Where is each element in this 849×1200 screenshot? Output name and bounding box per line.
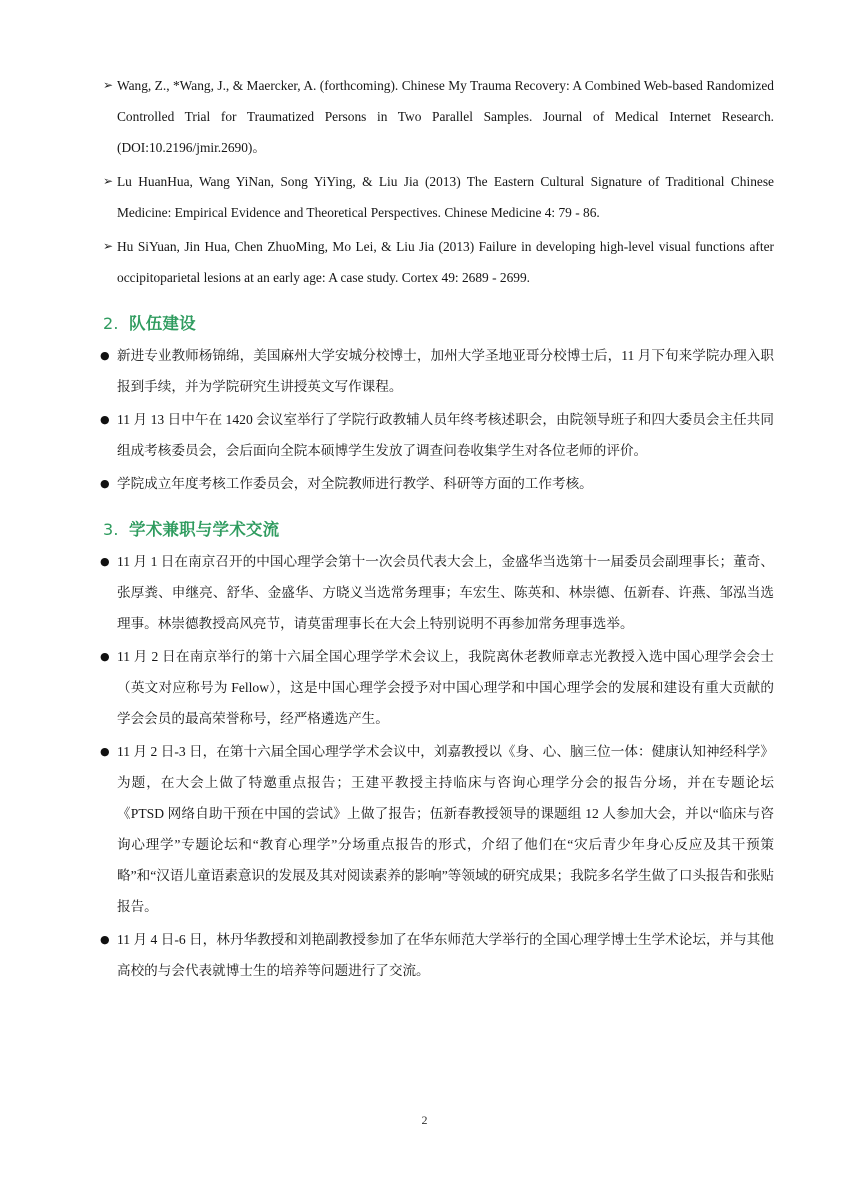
section-heading-2 (74, 310, 774, 334)
reference-text: Lu HuanHua, Wang YiNan, Song YiYing, & Liu Jia (2013) The Eastern Cultural Signature of Traditional Chinese Medicine: Empirical Evidence and Theoretical Perspectives. Chinese Medicine 4: 79 - 86. (117, 174, 774, 220)
list-item (74, 231, 774, 293)
list-item (74, 924, 774, 986)
bullet-text: 11 月 2 日-3 日，在第十六届全国心理学学术会议中，刘嘉教授以《身、心、脑三位一体：健康认知神经科学》为题，在大会上做了特邀重点报告；王建平教授主持临床与咨询心理学分会的报告分场，并在专题论坛《PTSD 网络自助干预在中国的尝试》上做了报告；伍新春教授领导的课题组 12 人参加大会，并以“临床与咨询心理学”专题论坛和“教育心理学”分场重点报告的形式，介绍了他们在“灾后青少年身心反应及其干预策略”和“汉语儿童语素意识的发展及其对阅读素养的影响”等领域的研究成果；我院多名学生做了口头报告和张贴报告。 (117, 744, 775, 914)
section-heading-3 (74, 516, 774, 540)
dot-bullet-icon: ● (100, 745, 110, 758)
section-number: 2. (103, 314, 119, 333)
bullet-text: 11 月 2 日在南京举行的第十六届全国心理学学术会议上，我院离休老教师章志光教授入选中国心理学会会士（英文对应称号为 Fellow），这是中国心理学会授予对中国心理学和中国心理学会的发展和建设有重大贡献的学会会员的最高荣誉称号，经严格遴选产生。 (117, 649, 774, 726)
reference-text: Wang, Z., *Wang, J., & Maercker, A. (forthcoming). Chinese My Trauma Recovery: A Combined Web-based Randomized Controlled Trial for Traumatized Persons in Two Parallel Samples. Journal of Medical Internet Research.(DOI:10.2196/jmir.2690)。 (117, 78, 774, 155)
page-content (74, 70, 774, 990)
arrow-bullet-icon: ➢ (103, 78, 114, 92)
section-title: 队伍建设 (129, 314, 196, 333)
list-item (74, 70, 774, 163)
bullet-text: 新进专业教师杨锦绵，美国麻州大学安城分校博士，加州大学圣地亚哥分校博士后，11 月下旬来学院办理入职报到手续，并为学院研究生讲授英文写作课程。 (117, 348, 774, 394)
section-3-bullets (74, 546, 774, 986)
arrow-bullet-icon: ➢ (103, 239, 114, 253)
list-item (74, 468, 774, 499)
dot-bullet-icon: ● (100, 477, 110, 490)
bullet-text: 11 月 4 日-6 日，林丹华教授和刘艳副教授参加了在华东师范大学举行的全国心理学博士生学术论坛，并与其他高校的与会代表就博士生的培养等问题进行了交流。 (117, 932, 774, 978)
list-item (74, 404, 774, 466)
reference-text: Hu SiYuan, Jin Hua, Chen ZhuoMing, Mo Lei, & Liu Jia (2013) Failure in developing high-level visual functions after occipitoparietal lesions at an early age: A case study. Cortex 49: 2689 - 2699. (117, 239, 774, 285)
page-number: 2 (421, 1113, 428, 1127)
bullet-text: 11 月 13 日中午在 1420 会议室举行了学院行政教辅人员年终考核述职会，由院领导班子和四大委员会主任共同组成考核委员会，会后面向全院本硕博学生发放了调查问卷收集学生对各位老师的评价。 (117, 412, 774, 458)
section-title: 学术兼职与学术交流 (129, 520, 280, 539)
arrow-bullet-icon: ➢ (103, 174, 114, 188)
dot-bullet-icon: ● (100, 933, 110, 946)
reference-list (74, 70, 774, 293)
list-item (74, 641, 774, 734)
list-item (74, 736, 774, 922)
list-item (74, 546, 774, 639)
list-item (74, 340, 774, 402)
dot-bullet-icon: ● (100, 349, 110, 362)
bullet-text: 学院成立年度考核工作委员会，对全院教师进行教学、科研等方面的工作考核。 (117, 476, 593, 491)
section-2-bullets (74, 340, 774, 499)
list-item (74, 166, 774, 228)
bullet-text: 11 月 1 日在南京召开的中国心理学会第十一次会员代表大会上，金盛华当选第十一届委员会副理事长；董奇、张厚粪、申继亮、舒华、金盛华、方晓义当选常务理事；车宏生、陈英和、林崇德、伍新春、许燕、邹泓当选理事。林崇德教授高风亮节，请莫雷理事长在大会上特别说明不再参加常务理事选举。 (117, 554, 774, 631)
dot-bullet-icon: ● (100, 650, 110, 663)
dot-bullet-icon: ● (100, 555, 110, 568)
section-number: 3. (103, 520, 119, 539)
dot-bullet-icon: ● (100, 413, 110, 426)
